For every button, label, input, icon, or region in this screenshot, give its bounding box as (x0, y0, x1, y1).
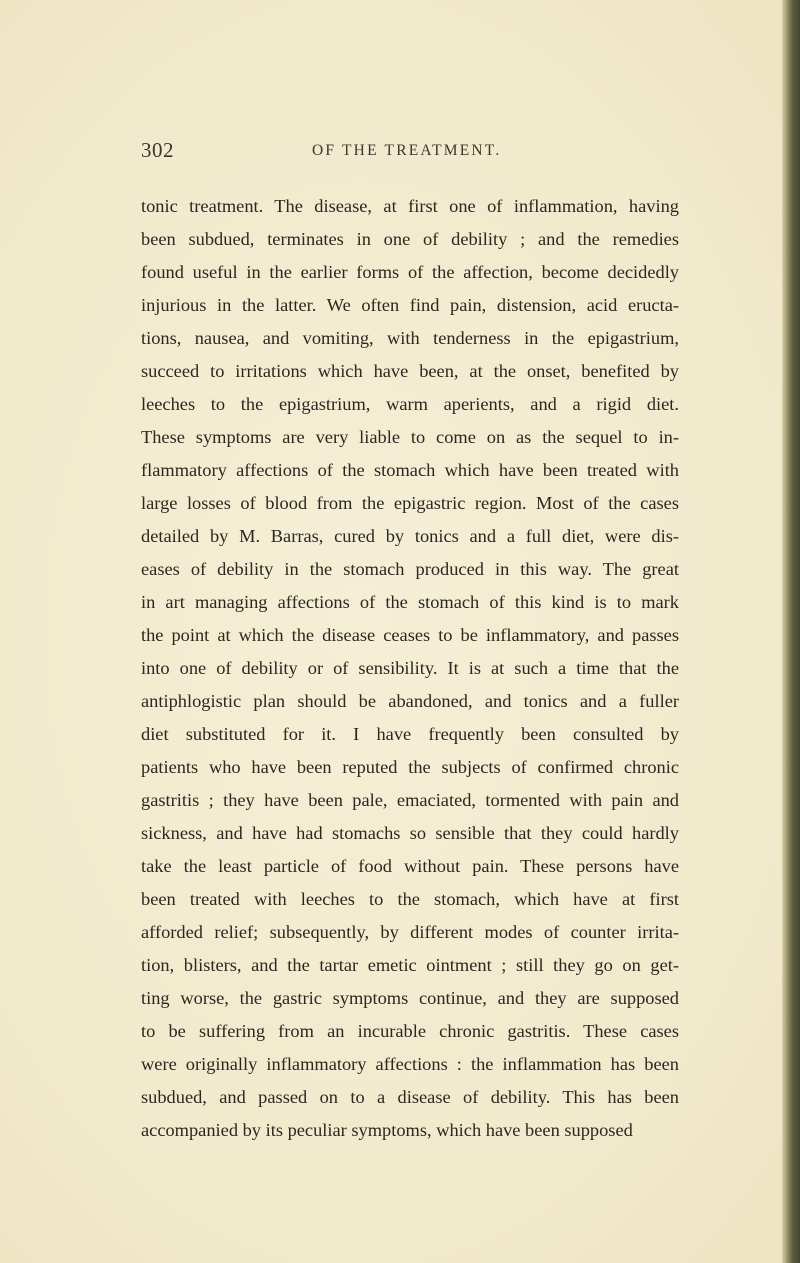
text-line: gastritis ; they have been pale, emaciated, tormented with pain and (141, 790, 679, 810)
body-text (141, 190, 679, 1147)
text-line: antiphlogistic plan should be abandoned, and tonics and a fuller (141, 691, 679, 711)
text-line: succeed to irritations which have been, at the onset, benefited by (141, 361, 679, 381)
text-line: take the least particle of food without pain. These persons have (141, 856, 679, 876)
text-line: eases of debility in the stomach produced in this way. The great (141, 559, 679, 579)
text-line: afforded relief; subsequently, by different modes of counter irrita- (141, 922, 679, 942)
text-line: tonic treatment. The disease, at first one of inflammation, having (141, 196, 679, 216)
text-line: been treated with leeches to the stomach, which have at first (141, 889, 679, 909)
text-line: injurious in the latter. We often find pain, distension, acid eructa- (141, 295, 679, 315)
text-line: were originally inflammatory affections : the inflammation has been (141, 1054, 679, 1074)
text-line: been subdued, terminates in one of debility ; and the remedies (141, 229, 679, 249)
page-number: 302 (141, 138, 174, 162)
text-line: patients who have been reputed the subjects of confirmed chronic (141, 757, 679, 777)
text-line: These symptoms are very liable to come on as the sequel to in- (141, 427, 679, 447)
text-line: the point at which the disease ceases to be inflammatory, and passes (141, 625, 679, 645)
text-line: found useful in the earlier forms of the affection, become decidedly (141, 262, 679, 282)
text-line: diet substituted for it. I have frequently been consulted by (141, 724, 679, 744)
text-line: detailed by M. Barras, cured by tonics and a full diet, were dis- (141, 526, 679, 546)
text-line: accompanied by its peculiar symptoms, which have been supposed (141, 1120, 633, 1140)
text-line: ting worse, the gastric symptoms continue, and they are supposed (141, 988, 679, 1008)
text-line: tion, blisters, and the tartar emetic ointment ; still they go on get- (141, 955, 679, 975)
text-line: in art managing affections of the stomach of this kind is to mark (141, 592, 679, 612)
text-line: leeches to the epigastrium, warm aperients, and a rigid diet. (141, 394, 679, 414)
text-line: subdued, and passed on to a disease of debility. This has been (141, 1087, 679, 1107)
text-line: to be suffering from an incurable chronic gastritis. These cases (141, 1021, 679, 1041)
running-head: OF THE TREATMENT. (312, 142, 502, 159)
text-line: flammatory affections of the stomach which have been treated with (141, 460, 679, 480)
text-line: large losses of blood from the epigastric region. Most of the cases (141, 493, 679, 513)
text-line: tions, nausea, and vomiting, with tenderness in the epigastrium, (141, 328, 679, 348)
page-binding-edge (782, 0, 800, 1263)
text-line: into one of debility or of sensibility. It is at such a time that the (141, 658, 679, 678)
text-line: sickness, and have had stomachs so sensible that they could hardly (141, 823, 679, 843)
page-header (0, 138, 800, 164)
